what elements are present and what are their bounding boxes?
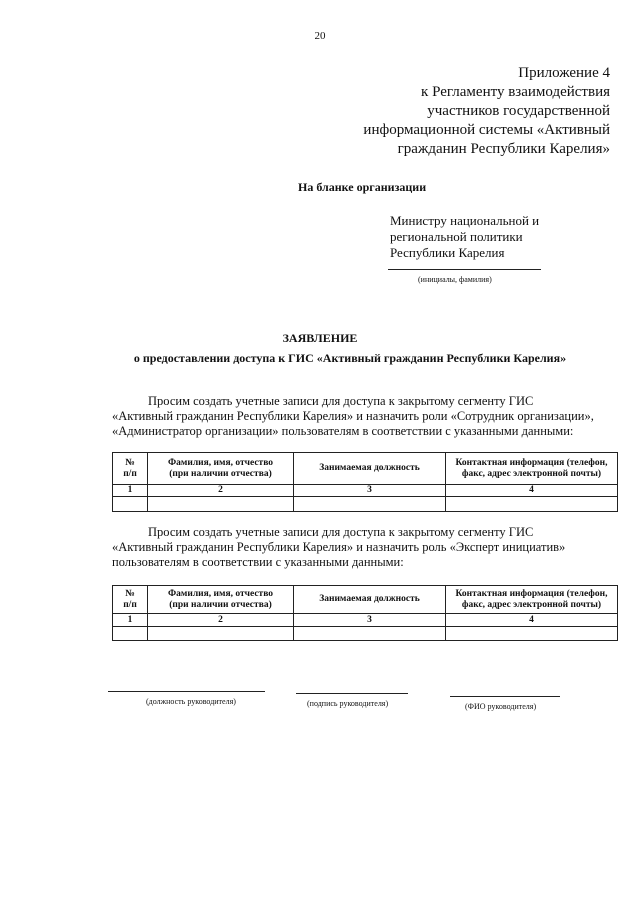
- table-header-row: [113, 453, 618, 485]
- paragraph-line: «Активный гражданин Республики Карелия» и назначить роли «Сотрудник организации»,: [112, 409, 594, 423]
- index-cell: 4: [446, 614, 618, 627]
- empty-cell: [113, 497, 148, 512]
- paragraph-line: «Администратор организации» пользователям в соответствии с указанными данными:: [112, 424, 574, 438]
- appendix-line: Приложение 4: [518, 65, 610, 81]
- document-title: ЗАЯВЛЕНИЕ: [282, 331, 358, 345]
- users-table-2: [112, 585, 618, 641]
- appendix-line: участников государственной: [427, 103, 610, 119]
- addressee-line: Республики Карелия: [390, 245, 505, 260]
- page-number: 20: [314, 30, 326, 42]
- index-cell: 4: [446, 485, 618, 497]
- empty-cell: [294, 497, 446, 512]
- header-name: Фамилия, имя, отчество (при наличии отчества): [148, 453, 294, 485]
- empty-cell: [113, 627, 148, 641]
- index-cell: 2: [148, 614, 294, 627]
- addressee-block: [390, 213, 539, 261]
- header-num: № п/п: [113, 586, 148, 614]
- initials-caption: (инициалы, фамилия): [418, 275, 492, 284]
- appendix-header: [363, 64, 610, 159]
- empty-cell: [294, 627, 446, 641]
- header-position: Занимаемая должность: [294, 586, 446, 614]
- signature-line: [296, 693, 408, 694]
- table-row: [113, 497, 618, 512]
- index-cell: 1: [113, 485, 148, 497]
- header-name: Фамилия, имя, отчество (при наличии отчества): [148, 586, 294, 614]
- request-paragraph-1: [112, 394, 611, 439]
- empty-cell: [446, 627, 618, 641]
- header-num: № п/п: [113, 453, 148, 485]
- signature-caption: (подпись руководителя): [307, 699, 389, 708]
- initials-signature-line: [388, 269, 541, 270]
- position-caption: (должность руководителя): [146, 697, 236, 706]
- index-cell: 1: [113, 614, 148, 627]
- paragraph-line: Просим создать учетные записи для доступа к закрытому сегменту ГИС: [148, 394, 534, 408]
- index-cell: 3: [294, 485, 446, 497]
- addressee-line: Министру национальной и: [390, 213, 540, 228]
- paragraph-line: пользователям в соответствии с указанными данными:: [112, 555, 404, 569]
- index-cell: 2: [148, 485, 294, 497]
- header-contact: Контактная информация (телефон, факс, адрес электронной почты): [446, 453, 618, 485]
- appendix-line: информационной системы «Активный: [363, 122, 610, 138]
- empty-cell: [148, 627, 294, 641]
- table-row: [113, 627, 618, 641]
- document-subtitle: о предоставлении доступа к ГИС «Активный гражданин Республики Карелия»: [133, 351, 567, 365]
- table-index-row: [113, 485, 618, 497]
- addressee-line: региональной политики: [390, 229, 523, 244]
- name-caption: (ФИО руководителя): [465, 702, 537, 711]
- header-position: Занимаемая должность: [294, 453, 446, 485]
- paragraph-line: Просим создать учетные записи для доступа к закрытому сегменту ГИС: [148, 525, 534, 539]
- empty-cell: [148, 497, 294, 512]
- appendix-line: гражданин Республики Карелия»: [397, 141, 610, 157]
- table-header-row: [113, 586, 618, 614]
- request-paragraph-2: [112, 525, 611, 570]
- index-cell: 3: [294, 614, 446, 627]
- paragraph-line: «Активный гражданин Республики Карелия» и назначить роль «Эксперт инициатив»: [112, 540, 566, 554]
- letterhead-note: На бланке организации: [298, 180, 427, 194]
- name-signature-line: [450, 696, 560, 697]
- users-table-1: [112, 452, 618, 512]
- empty-cell: [446, 497, 618, 512]
- position-signature-line: [108, 691, 265, 692]
- header-contact: Контактная информация (телефон, факс, адрес электронной почты): [446, 586, 618, 614]
- table-index-row: [113, 614, 618, 627]
- appendix-line: к Регламенту взаимодействия: [421, 84, 610, 100]
